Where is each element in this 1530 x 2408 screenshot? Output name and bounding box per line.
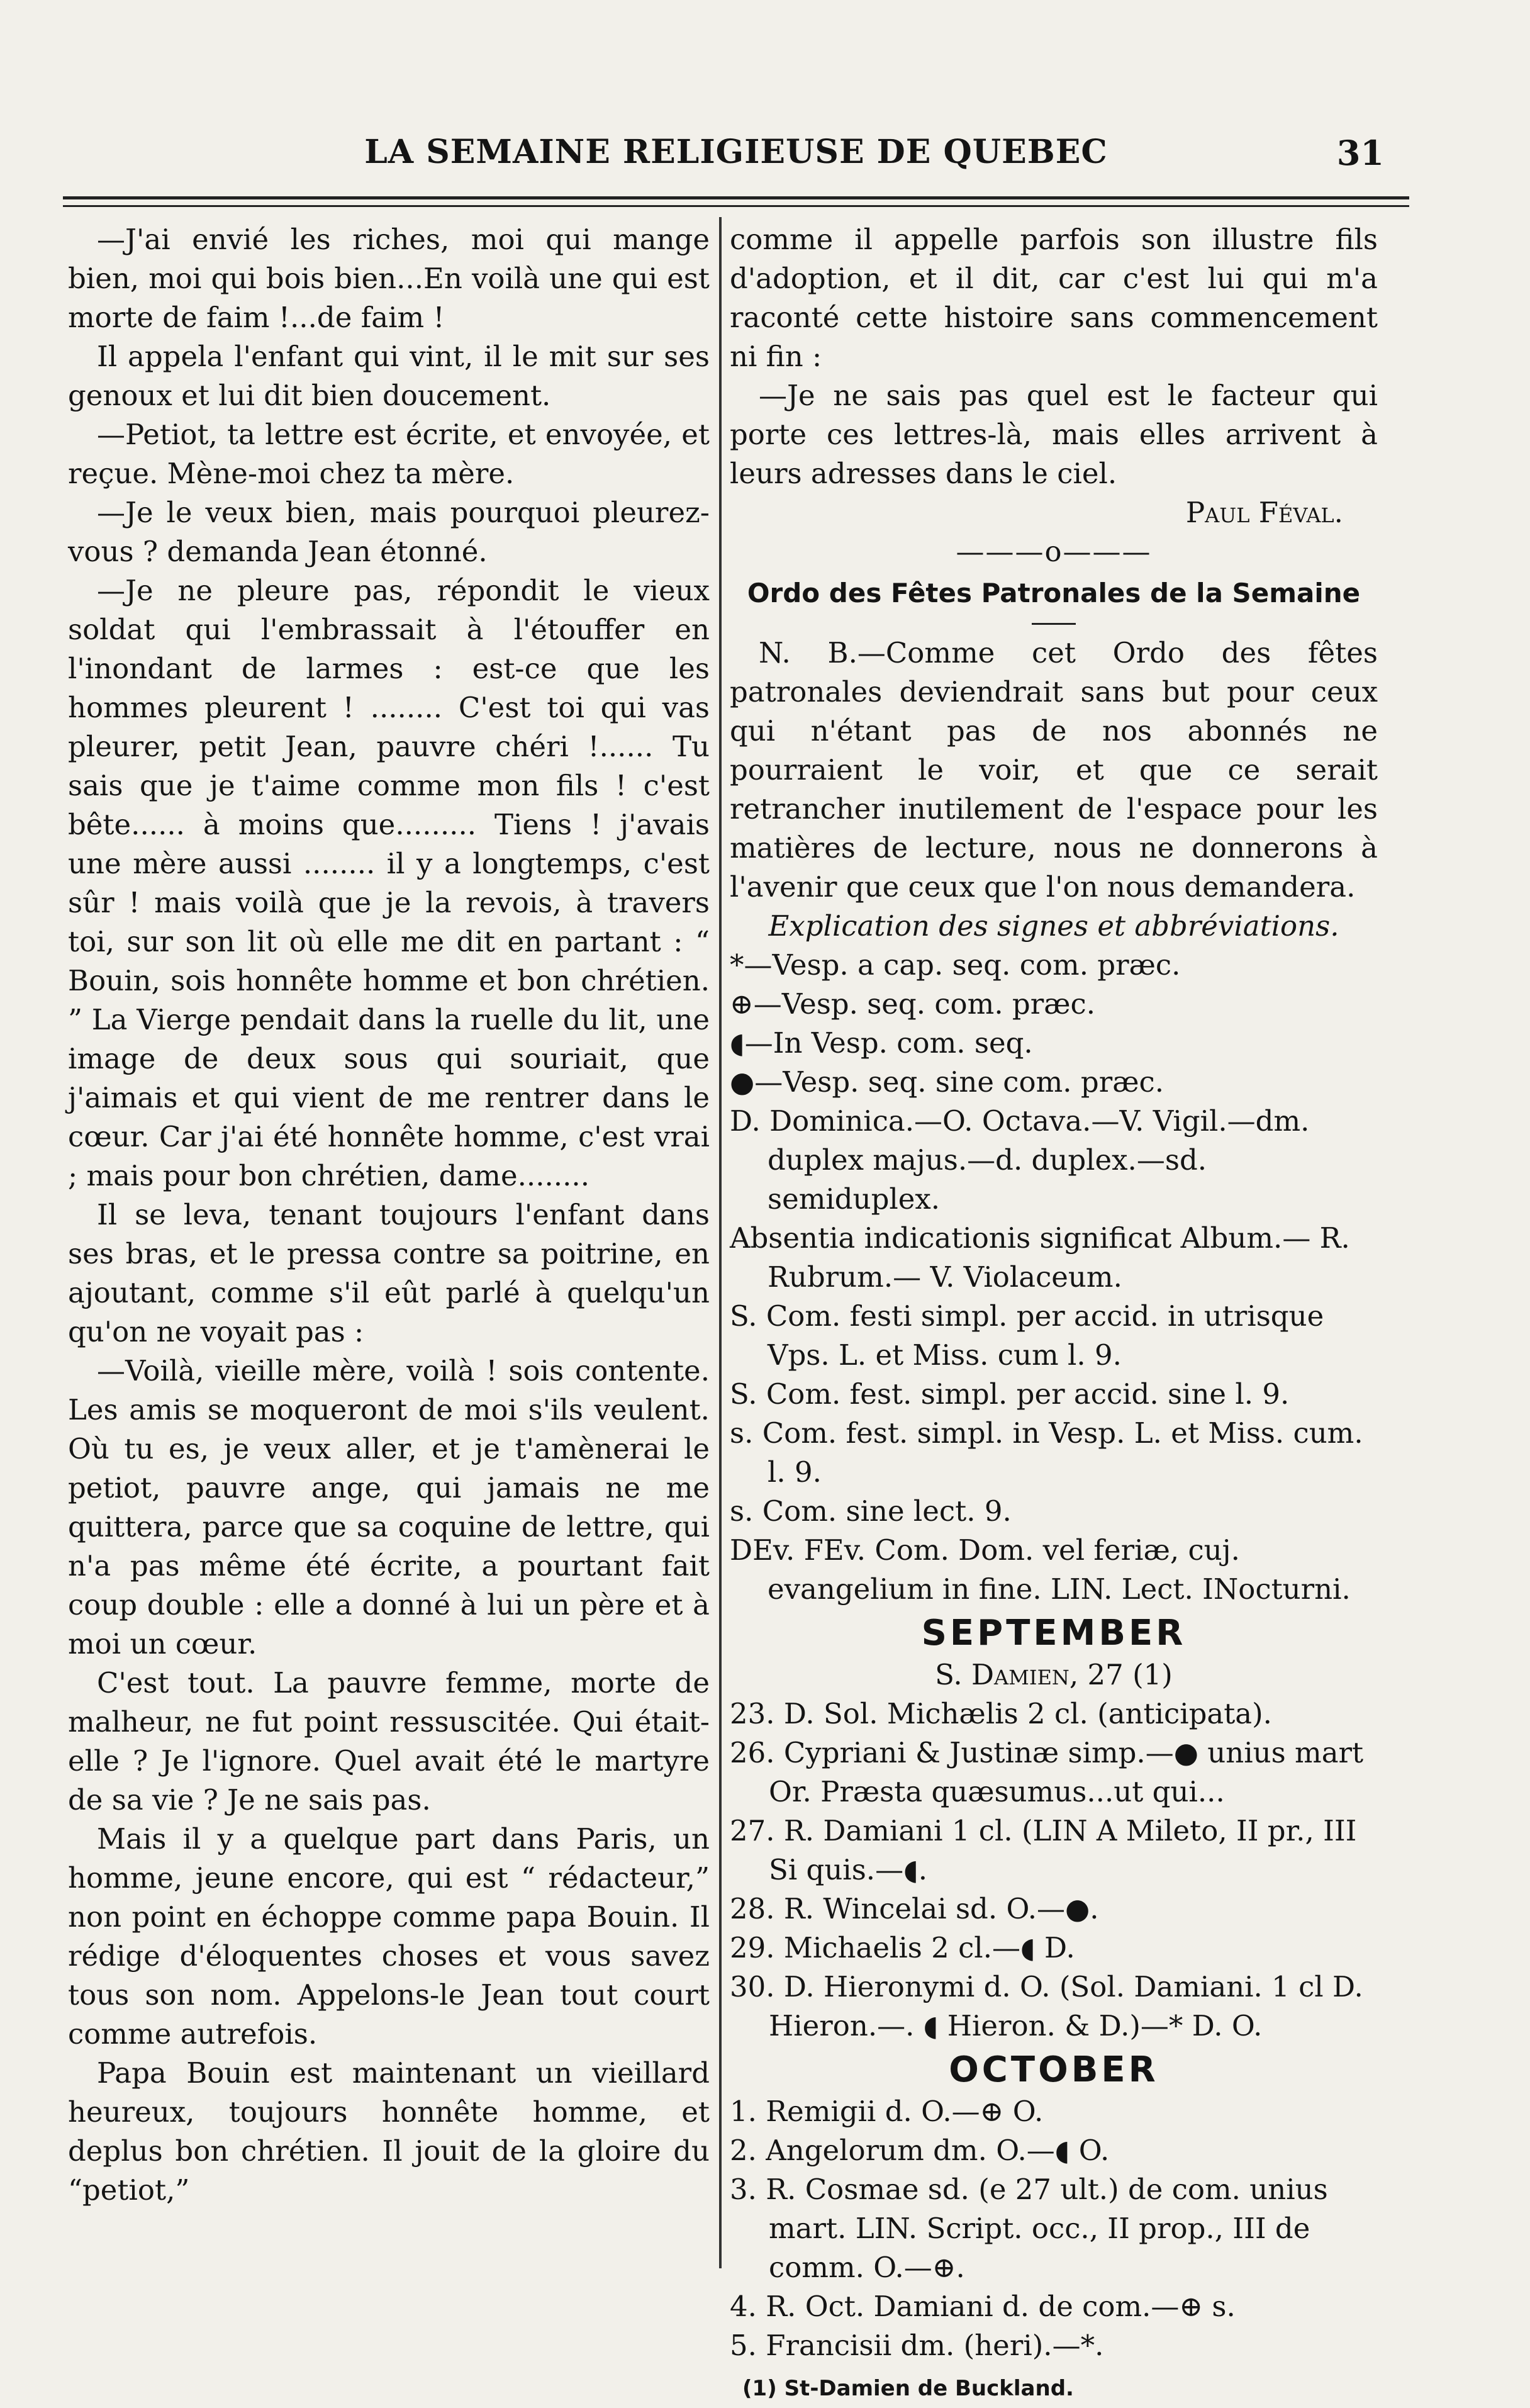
paragraph: —Voilà, vieille mère, voilà ! sois contente. Les amis se moqueront de moi s'ils veulent. Où tu es, je veux aller, et je t'amènerai le petiot, pauvre ange, qui jamais ne me quittera, parce que sa coquine de lettre, qui n'a pas même été écrite, a pourtant fait coup double : elle a donné à lui un père et à moi un cœur. [68,1354,710,1660]
paragraph: C'est tout. La pauvre femme, morte de malheur, ne fut point ressuscitée. Qui était-elle ? Je l'ignore. Quel avait été le martyre de sa vie ? Je ne sais pas. [68,1666,710,1817]
calendar-entry: 28. R. Wincelai sd. O.—●. [730,1892,1099,1925]
calendar-entry: 27. R. Damiani 1 cl. (LIN A Mileto, II pr., III Si quis.—◖. [730,1814,1357,1886]
page-header [63,129,1409,179]
footnote: (1) St-Damien de Buckland. [742,2376,1074,2401]
header-rule-bottom [63,205,1409,207]
legend-item: s. Com. fest. simpl. in Vesp. L. et Miss. cum. l. 9. [730,1416,1363,1489]
paragraph: —Je le veux bien, mais pourquoi pleurez-vous ? demanda Jean étonné. [68,496,710,568]
calendar-entry: 30. D. Hieronymi d. O. (Sol. Damiani. 1 cl D. Hieron.—. ◖ Hieron. & D.)—* D. O. [730,1970,1363,2042]
legend-item: ⊕—Vesp. seq. com. præc. [730,987,1096,1021]
legend-item: *—Vesp. a cap. seq. com. præc. [730,948,1181,982]
month-heading-september: SEPTEMBER [921,1613,1187,1654]
legend-item: DEv. FEv. Com. Dom. vel feriæ, cuj. evangelium in fine. LIN. Lect. INocturni. [730,1533,1351,1606]
legend-item: Absentia indicationis significat Album.— R. Rubrum.— V. Violaceum. [730,1221,1350,1294]
right-column [730,220,1378,2408]
paragraph: —Petiot, ta lettre est écrite, et envoyée, et reçue. Mène-moi chez ta mère. [68,418,710,490]
left-column [68,220,710,2210]
paragraph: —J'ai envié les riches, moi qui mange bien, moi qui bois bien...En voilà une qui est morte de faim !...de faim ! [68,223,710,334]
legend-heading: Explication des signes et abbréviations. [768,909,1339,943]
calendar-entry: 23. D. Sol. Michælis 2 cl. (anticipata). [730,1697,1272,1730]
paragraph: N. B.—Comme cet Ordo des fêtes patronales deviendrait sans but pour ceux qui n'étant pas de nos abonnés ne pourraient le voir, et que ce serait retrancher inutilement de l'espace pour les matières de lecture, nous ne donnerons à l'avenir que ceux que l'on nous demandera. [730,636,1378,904]
calendar-entry: 29. Michaelis 2 cl.—◖ D. [730,1931,1075,1964]
calendar-entry: 26. Cypriani & Justinæ simp.—● unius mart Or. Præsta quæsumus...ut qui... [730,1736,1364,1808]
paragraph: Il se leva, tenant toujours l'enfant dans ses bras, et le pressa contre sa poitrine, en ajoutant, comme s'il eût parlé à quelqu'un qu'on ne voyait pas : [68,1198,710,1348]
month-heading-october: OCTOBER [949,2049,1159,2090]
paragraph: —Je ne sais pas quel est le facteur qui porte ces lettres-là, mais elles arrivent à leurs adresses dans le ciel. [730,379,1378,490]
paragraph: Mais il y a quelque part dans Paris, un homme, jeune encore, qui est “ rédacteur,” non point en échoppe comme papa Bouin. Il rédige d'éloquentes choses et vous savez tous son nom. Appelons-le Jean tout court comme autrefois. [68,1822,710,2051]
author-signature: Paul Féval. [1185,496,1343,529]
legend-item: ●—Vesp. seq. sine com. præc. [730,1065,1164,1099]
patron-saint: S. Damien, 27 (1) [935,1658,1173,1691]
section-title: Ordo des Fêtes Patronales de la Semaine [747,578,1361,608]
calendar-entry: 4. R. Oct. Damiani d. de com.—⊕ s. [730,2290,1236,2323]
paragraph: comme il appelle parfois son illustre fils d'adoption, et il dit, car c'est lui qui m'a raconté cette histoire sans commencement ni fin : [730,223,1378,373]
column-divider [719,217,722,2268]
calendar-entry: 3. R. Cosmae sd. (e 27 ult.) de com. unius mart. LIN. Script. occ., II prop., III de comm. O.—⊕. [730,2173,1328,2284]
calendar-entry: 2. Angelorum dm. O.—◖ O. [730,2134,1110,2167]
journal-title: LA SEMAINE RELIGIEUSE DE QUEBEC [364,133,1108,171]
header-rule-top [63,196,1409,199]
page-number: 31 [1336,133,1384,173]
legend-item: S. Com. fest. simpl. per accid. sine l. 9. [730,1377,1290,1411]
calendar-entry: 1. Remigii d. O.—⊕ O. [730,2095,1044,2128]
calendar-entry: 5. Francisii dm. (heri).—*. [730,2329,1104,2362]
legend-item: ◖—In Vesp. com. seq. [730,1026,1033,1060]
short-rule [1032,623,1076,625]
legend-item: s. Com. sine lect. 9. [730,1494,1012,1528]
paragraph: Il appela l'enfant qui vint, il le mit sur ses genoux et lui dit bien doucement. [68,340,710,412]
legend-item: S. Com. festi simpl. per accid. in utrisque Vps. L. et Miss. cum l. 9. [730,1299,1324,1372]
legend-item: D. Dominica.—O. Octava.—V. Vigil.—dm. duplex majus.—d. duplex.—sd. semiduplex. [730,1104,1310,1216]
paragraph: Papa Bouin est maintenant un vieillard heureux, toujours honnête homme, et deplus bon chrétien. Il jouit de la gloire du “petiot,” [68,2056,710,2207]
ornament-separator: ———o——— [956,535,1152,568]
paragraph: —Je ne pleure pas, répondit le vieux soldat qui l'embrassait à l'étouffer en l'inondant de larmes : est-ce que les hommes pleurent ! ........ C'est toi qui vas pleurer, petit Jean, pauvre chéri !...... Tu sais que je t'aime comme mon fils ! c'est bête...... à moins que......... Tiens ! j'avais une mère aussi ........ il y a longtemps, c'est sûr ! mais voilà que je la revois, à travers toi, sur son lit où elle me dit en partant : “ Bouin, sois honnête homme et bon chrétien. ” La Vierge pendait dans la ruelle du lit, une image de deux sous qui souriait, que j'aimais et qui vient de me rentrer dans le cœur. Car j'ai été honnête homme, c'est vrai ; mais pour bon chrétien, dame........ [68,574,710,1192]
